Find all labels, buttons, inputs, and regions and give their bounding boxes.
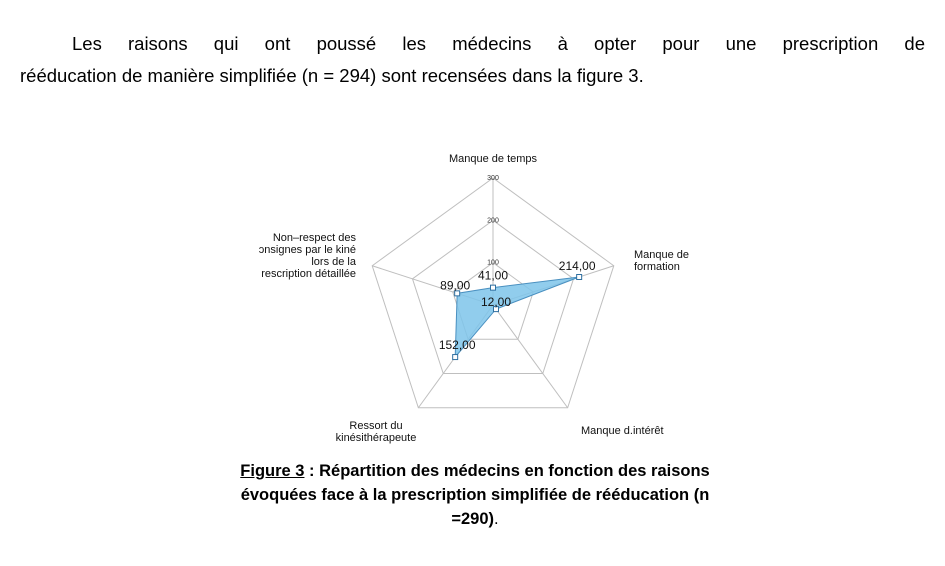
- tick-label-100: 100: [487, 259, 499, 267]
- figure-caption: [230, 459, 720, 531]
- data-label-5: 89,00: [440, 278, 471, 293]
- data-label-3: 12,00: [480, 295, 512, 310]
- intro-paragraph: [20, 28, 925, 92]
- axis-label-2: Manque de formation: [634, 249, 690, 273]
- tick-label-300: 300: [487, 175, 499, 182]
- data-point-4: [453, 355, 458, 360]
- data-label-2: 214,00: [558, 259, 596, 274]
- figure-caption-label: Figure 3: [240, 462, 305, 480]
- data-point-1: [491, 285, 496, 290]
- axis-label-1: Manque de temps: [448, 153, 538, 165]
- axis-label-3: Manque d.intérêt: [581, 425, 664, 437]
- radar-chart: [200, 145, 740, 457]
- axis-label-5: Non–respect des ɔnsignes par le kiné lors de la rescription détaillée: [258, 232, 356, 280]
- figure-caption-text: : Répartition des médecins en fonction des raisons évoquées face à la prescription simplifiée de rééducation (n =290): [240, 462, 710, 528]
- axis-label-4: Ressort du kinésithérapeute: [335, 420, 417, 444]
- data-label-1: 41,00: [477, 268, 509, 283]
- data-label-4: 152,00: [438, 338, 476, 353]
- intro-line-2: rééducation de manière simplifiée (n = 294) sont recensées dans la figure 3.: [20, 65, 644, 86]
- tick-label-200: 200: [487, 217, 499, 225]
- figure-caption-end: .: [494, 510, 499, 528]
- data-point-2: [577, 275, 582, 280]
- intro-line-1: Les raisons qui ont poussé les médecins à opter pour une prescription de: [72, 33, 925, 54]
